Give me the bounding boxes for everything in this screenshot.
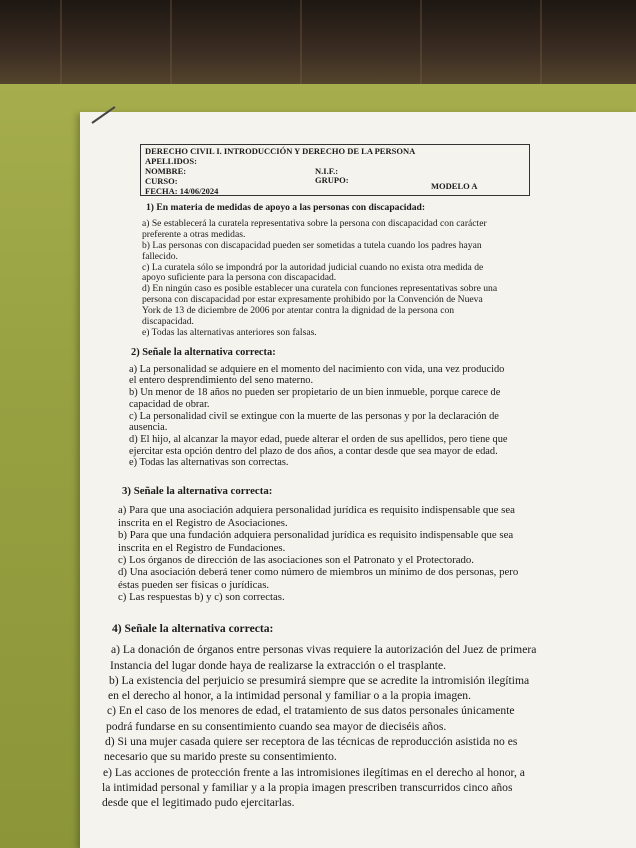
apellidos-field: APELLIDOS:	[145, 156, 197, 166]
question-1-line: York de 13 de diciembre de 2006 por atentar contra la dignidad de la persona con	[142, 305, 455, 317]
question-4	[102, 621, 536, 811]
background-curtain	[0, 0, 636, 92]
question-2-line: ausencia.	[129, 422, 168, 434]
question-3-line: éstas pueden ser físicas o jurídicas.	[118, 578, 270, 591]
question-4-title: 4) Señale la alternativa correcta:	[112, 622, 274, 635]
question-3-line: b) Para que una fundación adquiera personalidad jurídica es requisito indispensable que sea	[118, 529, 514, 542]
question-2-line: el entero desprendimiento del seno materno.	[129, 375, 314, 387]
question-3-title: 3) Señale la alternativa correcta:	[122, 485, 273, 497]
question-4-line: Instancia del lugar donde haya de realizarse la extracción o el trasplante.	[110, 658, 447, 672]
question-3-line: inscrita en el Registro de Fundaciones.	[118, 541, 286, 554]
question-4-line: la intimidad personal y familiar y a la propia imagen prescriben transcurridos cinco años	[102, 780, 513, 794]
question-3-line: d) Una asociación deberá tener como número de miembros un mínimo de dos personas, pero	[118, 566, 519, 579]
question-1	[142, 203, 497, 339]
question-3-line: inscrita en el Registro de Asociaciones.	[118, 516, 288, 529]
fecha-field: FECHA: 14/06/2024	[145, 186, 219, 196]
nombre-field: NOMBRE:	[145, 166, 187, 176]
grupo-field: GRUPO:	[315, 175, 349, 185]
question-2-line: e) Todas las alternativas son correctas.	[129, 457, 289, 469]
question-1-line: d) En ningún caso es posible establecer una curatela con funciones representativas sobre una	[142, 283, 498, 295]
question-1-line: b) Las personas con discapacidad pueden ser sometidas a tutela cuando los padres hayan	[142, 239, 482, 251]
question-4-line: c) En el caso de los menores de edad, el tratamiento de sus datos personales únicamente	[107, 704, 515, 718]
question-2-line: c) La personalidad civil se extingue con la muerte de las personas y por la declaración de	[129, 410, 499, 422]
question-1-line: c) La curatela sólo se impondrá por la autoridad judicial cuando no exista otra medida de	[142, 261, 484, 273]
question-1-title: 1) En materia de medidas de apoyo a las personas con discapacidad:	[146, 202, 426, 213]
question-2	[129, 347, 508, 469]
question-1-line: fallecido.	[142, 250, 178, 262]
question-1-line: apoyo suficiente para la persona con discapacidad.	[142, 272, 337, 284]
question-1-line: e) Todas las alternativas anteriores son falsas.	[142, 326, 317, 338]
question-1-line: persona con discapacidad por estar expresamente prohibido por la Convención de Nueva	[142, 294, 483, 306]
question-1-line: preferente a otras medidas.	[142, 228, 246, 240]
question-3-line: c) Los órganos de dirección de las asociaciones son el Patronato y el Protectorado.	[118, 554, 474, 567]
question-3-line: a) Para que una asociación adquiera personalidad jurídica es requisito indispensable que sea	[118, 504, 515, 517]
question-2-line: a) La personalidad se adquiere en el momento del nacimiento con vida, una vez producido	[129, 363, 505, 375]
question-4-line: necesario que su marido preste su consentimiento.	[104, 750, 337, 764]
question-2-line: d) El hijo, al alcanzar la mayor edad, puede alterar el orden de sus apellidos, pero tiene que	[129, 433, 508, 445]
curso-field: CURSO:	[145, 176, 178, 186]
question-2-title: 2) Señale la alternativa correcta:	[131, 347, 276, 358]
question-4-line: en el derecho al honor, a la intimidad personal y familiar o a la propia imagen.	[108, 689, 471, 703]
question-3-line: c) Las respuestas b) y c) son correctas.	[118, 591, 285, 604]
question-4-line: podrá fundarse en su consentimiento cuando sea mayor de dieciséis años.	[106, 719, 447, 733]
question-2-line: ejercitar esta opción dentro del plazo de dos años, a contar desde que sea mayor de edad.	[129, 445, 498, 457]
question-4-line: b) La existencia del perjuicio se presumirá siempre que se acredite la intromisión ilegítima	[109, 673, 530, 687]
question-4-line: e) Las acciones de protección frente a las intromisiones ilegítimas en el derecho al honor, a	[103, 765, 525, 779]
nif-field: N.I.F.:	[315, 166, 339, 176]
modelo-label: MODELO A	[431, 181, 478, 191]
question-4-line: desde que el legitimado pudo ejercitarlas.	[102, 796, 295, 810]
course-title: DERECHO CIVIL I. INTRODUCCIÓN Y DERECHO DE LA PERSONA	[145, 146, 416, 156]
question-2-line: b) Un menor de 18 años no pueden ser propietario de un bien inmueble, porque carece de	[129, 387, 501, 399]
question-1-line: discapacidad.	[142, 316, 194, 328]
exam-header-box	[140, 144, 530, 196]
question-2-line: capacidad de obrar.	[129, 398, 210, 410]
question-3	[118, 485, 518, 604]
question-1-line: a) Se establecerá la curatela representativa sobre la persona con discapacidad con carácter	[142, 217, 487, 229]
question-4-line: a) La donación de órganos entre personas vivas requiere la autorización del Juez de primera	[111, 643, 537, 657]
question-4-line: d) Si una mujer casada quiere ser receptora de las técnicas de reproducción asistida no es	[105, 735, 518, 749]
